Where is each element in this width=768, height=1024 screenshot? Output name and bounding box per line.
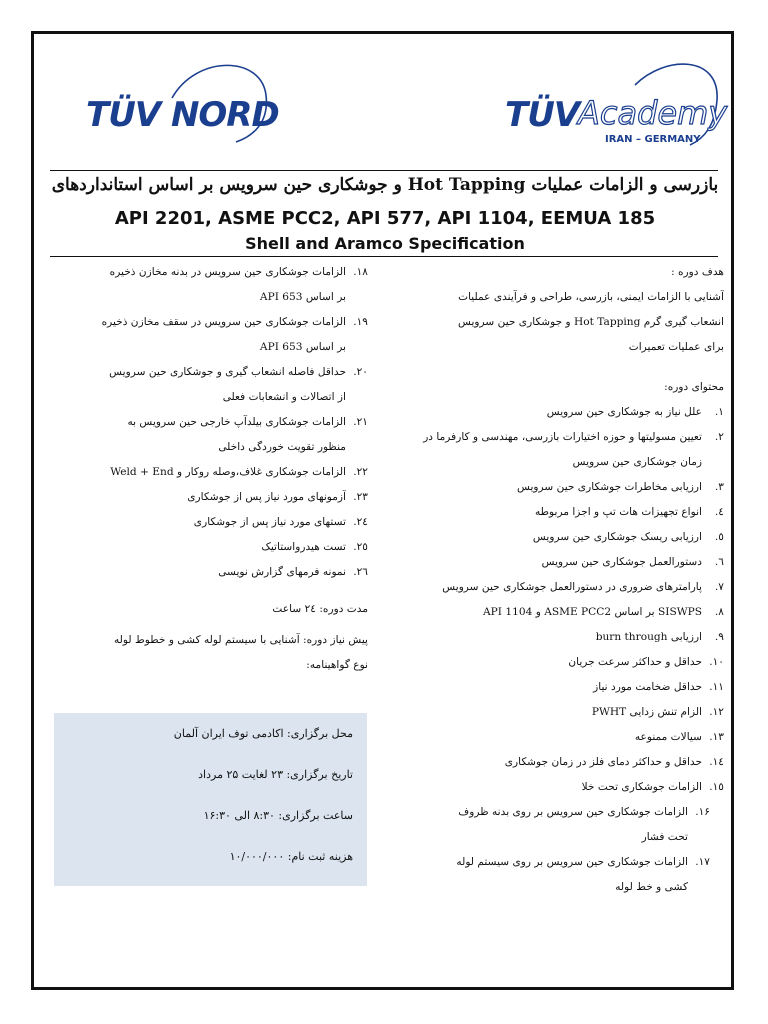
left-column: [46, 260, 368, 678]
list-item-continuation: منظور تقویت خوردگی داخلی: [218, 441, 346, 453]
list-item: ۱۸. الزامات جوشکاری حین سرویس در بدنه مخازن ذخیره: [109, 266, 368, 278]
goal-line: انشعاب گیری گرم Hot Tapping و جوشکاری حین سرویس: [457, 316, 724, 328]
goal-label: هدف دوره :: [671, 266, 724, 278]
list-item: ۲. تعیین مسولیتها و حوزه اختیارات بازرسی، مهندسی و کارفرما در: [423, 431, 724, 443]
list-item: ٦. دستورالعمل جوشکاری حین سرویس: [541, 556, 724, 568]
list-item: ١٤. حداقل و حداکثر دمای فلز در زمان جوشکاری: [504, 756, 724, 768]
tuv-nord-logo: [86, 50, 286, 150]
list-item-continuation: کشی و خط لوله: [615, 881, 688, 893]
list-item-continuation: تحت فشار: [641, 831, 688, 843]
list-item: ٥. ارزیابی ریسک جوشکاری حین سرویس: [532, 531, 724, 543]
list-item: ۲۳. آزمونهای مورد نیاز پس از جوشکاری: [187, 491, 368, 503]
list-item: ۱۳. سیالات ممنوعه: [634, 731, 724, 743]
title-line-2: API 2201, ASME PCC2, API 577, API 1104, EEMUA 185: [114, 208, 656, 229]
list-item: ۹. ارزیابی burn through: [595, 631, 724, 643]
right-column: [404, 260, 724, 900]
list-item: ۱۱. حداقل ضخامت مورد نیاز: [593, 681, 724, 693]
sub-list-item: ۱۶. الزامات جوشکاری حین سرویس بر روی بدنه ظروف: [458, 806, 710, 818]
list-item: ۱۹. الزامات جوشکاری حین سرویس در سقف مخازن ذخیره: [101, 316, 368, 328]
title-top-rule: [50, 170, 718, 171]
list-item-continuation: از اتصالات و انشعابات فعلی: [222, 391, 346, 403]
list-item-continuation: بر اساس API 653: [259, 341, 346, 353]
tuv-nord-wordmark: TÜV NORD: [86, 95, 279, 135]
list-item: ۷. پارامترهای ضروری در دستورالعمل جوشکاری حین سرویس: [442, 581, 724, 593]
list-item-continuation: بر اساس API 653: [259, 291, 346, 303]
list-item: ۲۲. الزامات جوشکاری غلاف،وصله روکار و Weld + End: [110, 466, 368, 478]
date-text: تاریخ برگزاری: ۲۳ لغایت ۲۵ مرداد: [198, 768, 353, 781]
course-duration: مدت دوره: ٢٤ ساعت: [272, 603, 368, 615]
list-item: ۱۲. الزام تنش زدایی PWHT: [591, 706, 724, 718]
list-item: ۲۱. الزامات جوشکاری بیلدآپ خارجی حین سرویس به: [127, 416, 368, 428]
title-line-1: بازرسی و الزامات عملیات Hot Tapping و جوشکاری حین سرویس بر اساس استانداردهای: [51, 175, 719, 195]
venue-text: محل برگزاری: اکادمی توف ایران آلمان: [173, 727, 353, 740]
certificate-type: نوع گواهینامه:: [306, 659, 368, 671]
list-item: ۱۰. حداقل و حداکثر سرعت جریان: [568, 656, 724, 668]
fee-text: هزینه ثبت نام: ۱۰/۰۰۰/۰۰۰: [229, 850, 353, 863]
academy-wordmark: Academy: [578, 94, 728, 132]
list-item: ٢٥. تست هیدرواستاتیک: [261, 541, 368, 553]
list-item: ۲۰. حداقل فاصله انشعاب گیری و جوشکاری حین سرویس: [109, 366, 368, 378]
list-item-continuation: زمان جوشکاری حین سرویس: [572, 456, 702, 468]
content-label: محتوای دوره:: [664, 381, 724, 393]
list-item: ۱. علل نیاز به جوشکاری حین سرویس: [546, 406, 724, 418]
list-item: ٢٦. نمونه فرمهای گزارش نویسی: [218, 566, 368, 578]
list-item: ۳. ارزیابی مخاطرات جوشکاری حین سرویس: [516, 481, 724, 493]
goal-line: برای عملیات تعمیرات: [628, 341, 724, 353]
list-item: ١٥. الزامات جوشکاری تحت خلا: [581, 781, 724, 793]
tuv-academy-logo: [505, 50, 728, 160]
list-item: ٤. انواع تجهیزات هات تپ و اجزا مربوطه: [534, 506, 724, 518]
course-info-box: [54, 713, 367, 886]
title-line-3: Shell and Aramco Specification: [245, 234, 525, 253]
time-text: ساعت برگزاری: ۸:۳۰ الی ۱۶:۳۰: [203, 809, 353, 822]
title-bottom-rule: [50, 256, 718, 257]
list-item: ۸. SISWPS بر اساس ASME PCC2 و API 1104: [483, 606, 724, 618]
iran-germany-label: IRAN – GERMANY: [605, 134, 701, 145]
list-item: ٢٤. تستهای مورد نیاز پس از جوشکاری: [193, 516, 368, 528]
goal-line: آشنایی با الزامات ایمنی، بازرسی، طراحی و فرآیندی عملیات: [458, 291, 724, 303]
tuv-wordmark: TÜV: [505, 95, 580, 135]
sub-list-item: ۱۷. الزامات جوشکاری حین سرویس بر روی سیستم لوله: [456, 856, 710, 868]
course-prerequisite: پیش نیاز دوره: آشنایی با سیستم لوله کشی و خطوط لوله: [113, 634, 368, 646]
